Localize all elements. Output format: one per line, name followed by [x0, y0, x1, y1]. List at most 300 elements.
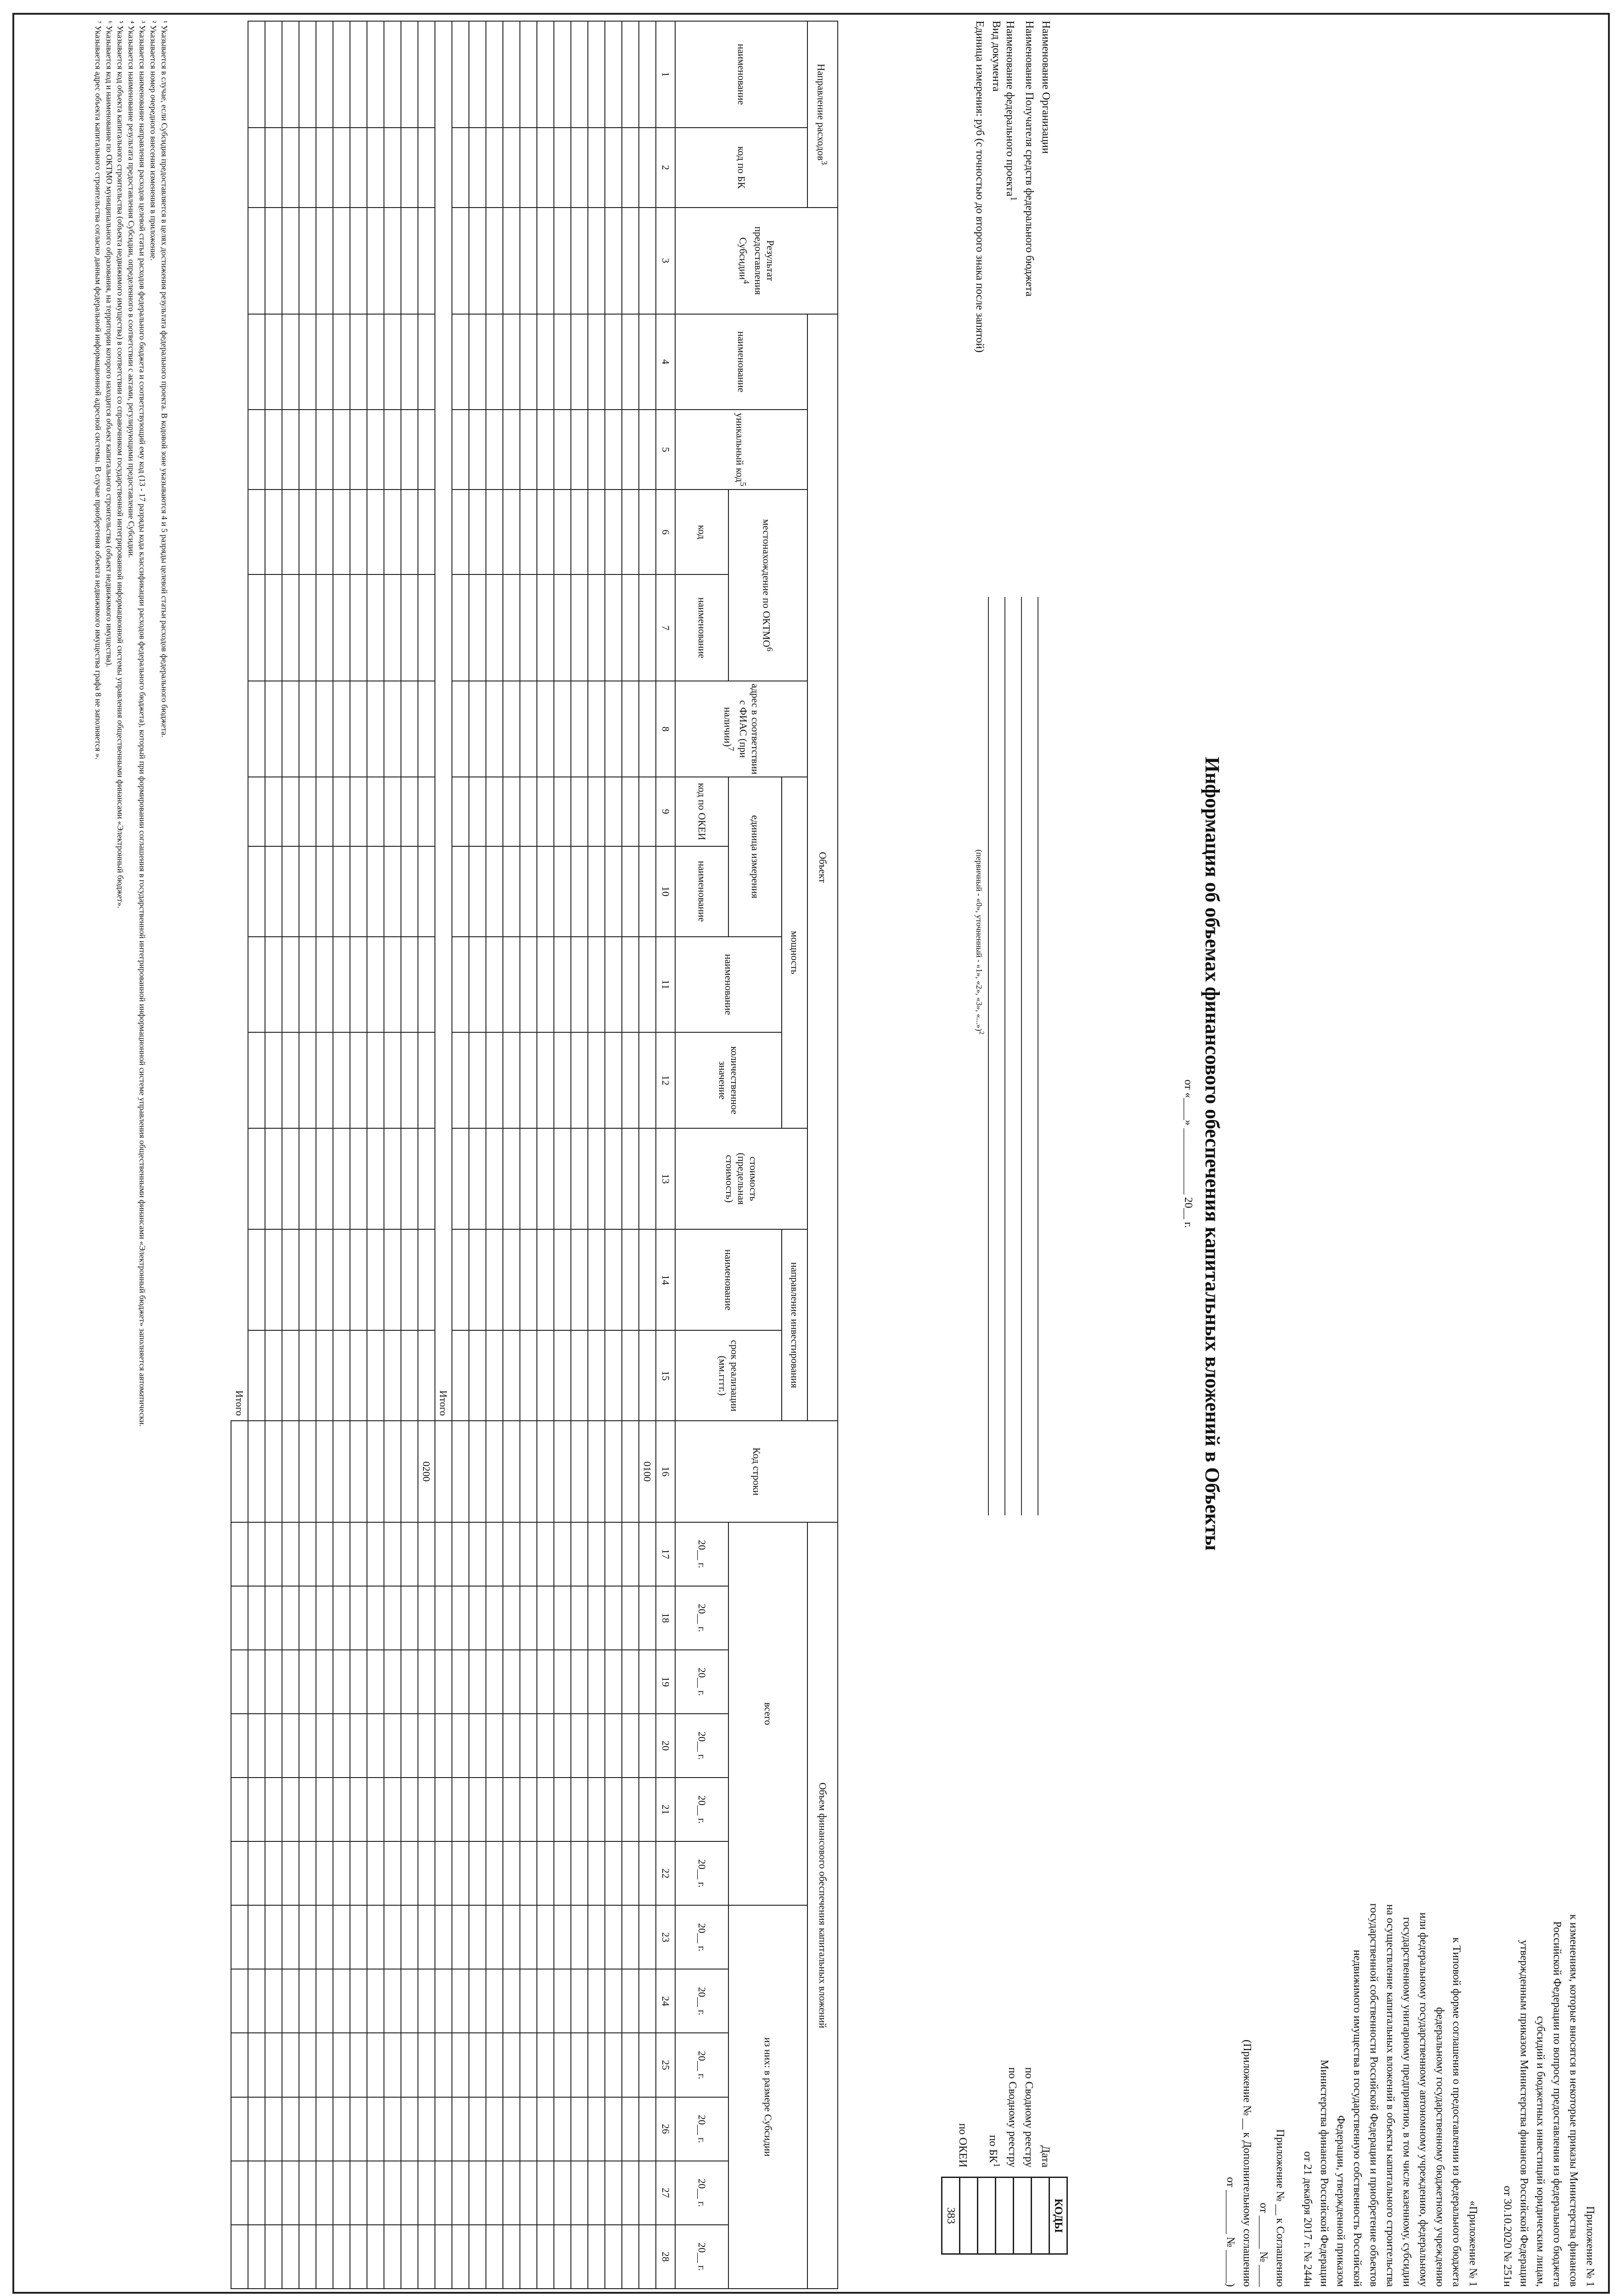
- data-cell[interactable]: [503, 777, 520, 846]
- data-cell[interactable]: [639, 1586, 656, 1650]
- data-cell[interactable]: [622, 410, 639, 490]
- data-cell[interactable]: [486, 1229, 503, 1330]
- data-cell[interactable]: [571, 21, 588, 128]
- data-cell[interactable]: [248, 1128, 265, 1229]
- data-cell[interactable]: [622, 1714, 639, 1778]
- data-cell[interactable]: [452, 208, 469, 314]
- data-cell[interactable]: [639, 1032, 656, 1128]
- data-cell[interactable]: [588, 410, 605, 490]
- data-cell[interactable]: [588, 1778, 605, 1841]
- data-cell[interactable]: [367, 2097, 384, 2161]
- data-cell[interactable]: [401, 846, 418, 937]
- data-cell[interactable]: [537, 21, 554, 128]
- data-cell[interactable]: [418, 21, 435, 128]
- data-cell[interactable]: [282, 777, 299, 846]
- data-cell[interactable]: [333, 208, 350, 314]
- data-cell[interactable]: [248, 1229, 265, 1330]
- data-cell[interactable]: [486, 777, 503, 846]
- data-cell[interactable]: [435, 2161, 452, 2225]
- data-cell[interactable]: [639, 208, 656, 314]
- data-cell[interactable]: [588, 2225, 605, 2289]
- data-cell[interactable]: [350, 1128, 367, 1229]
- data-cell[interactable]: [503, 574, 520, 681]
- data-cell[interactable]: [452, 846, 469, 937]
- data-cell[interactable]: [639, 410, 656, 490]
- data-cell[interactable]: [605, 1841, 622, 1905]
- data-cell[interactable]: [486, 490, 503, 574]
- data-cell[interactable]: [537, 1229, 554, 1330]
- data-cell[interactable]: [622, 2225, 639, 2289]
- data-cell[interactable]: [248, 128, 265, 208]
- data-cell[interactable]: [452, 2161, 469, 2225]
- data-cell[interactable]: [554, 1586, 571, 1650]
- data-cell[interactable]: [520, 777, 537, 846]
- data-cell[interactable]: [401, 1330, 418, 1421]
- data-cell[interactable]: [299, 208, 316, 314]
- data-cell[interactable]: [401, 410, 418, 490]
- data-cell[interactable]: [486, 2097, 503, 2161]
- data-cell[interactable]: [299, 937, 316, 1033]
- data-cell[interactable]: [299, 1586, 316, 1650]
- data-cell[interactable]: [367, 1778, 384, 1841]
- data-cell[interactable]: [622, 1229, 639, 1330]
- data-cell[interactable]: [571, 1778, 588, 1841]
- data-cell[interactable]: [537, 681, 554, 777]
- data-cell[interactable]: [350, 937, 367, 1033]
- data-cell[interactable]: [486, 846, 503, 937]
- data-cell[interactable]: [452, 2033, 469, 2097]
- data-cell[interactable]: [520, 1650, 537, 1714]
- data-cell[interactable]: [350, 2161, 367, 2225]
- data-cell[interactable]: [316, 1128, 333, 1229]
- data-cell[interactable]: [299, 128, 316, 208]
- data-cell[interactable]: [401, 681, 418, 777]
- data-cell[interactable]: [639, 937, 656, 1033]
- data-cell[interactable]: [486, 1032, 503, 1128]
- data-cell[interactable]: [384, 2097, 401, 2161]
- data-cell[interactable]: [248, 2161, 265, 2225]
- data-cell[interactable]: [282, 1229, 299, 1330]
- data-cell[interactable]: [231, 1586, 248, 1650]
- data-cell[interactable]: [435, 1586, 452, 1650]
- data-cell[interactable]: [554, 2161, 571, 2225]
- data-cell[interactable]: [588, 2097, 605, 2161]
- data-cell[interactable]: [605, 1650, 622, 1714]
- data-cell[interactable]: [367, 846, 384, 937]
- data-cell[interactable]: [265, 410, 282, 490]
- data-cell[interactable]: [639, 846, 656, 937]
- data-cell[interactable]: [299, 21, 316, 128]
- data-cell[interactable]: [248, 1330, 265, 1421]
- data-cell[interactable]: [350, 410, 367, 490]
- data-cell[interactable]: [605, 846, 622, 937]
- data-cell[interactable]: [265, 937, 282, 1033]
- data-cell[interactable]: [418, 1522, 435, 1586]
- data-cell[interactable]: [554, 1032, 571, 1128]
- data-cell[interactable]: [418, 2225, 435, 2289]
- data-cell[interactable]: [452, 681, 469, 777]
- data-cell[interactable]: [384, 1841, 401, 1905]
- data-cell[interactable]: [537, 1032, 554, 1128]
- data-cell[interactable]: [265, 314, 282, 410]
- data-cell[interactable]: [282, 937, 299, 1033]
- data-cell[interactable]: [571, 1714, 588, 1778]
- data-cell[interactable]: [333, 2033, 350, 2097]
- data-cell[interactable]: [401, 574, 418, 681]
- data-cell[interactable]: [418, 1330, 435, 1421]
- data-cell[interactable]: [231, 2033, 248, 2097]
- data-cell[interactable]: [435, 1714, 452, 1778]
- data-cell[interactable]: [265, 1714, 282, 1778]
- data-cell[interactable]: [469, 2097, 486, 2161]
- data-cell[interactable]: [588, 1032, 605, 1128]
- data-cell[interactable]: [469, 1714, 486, 1778]
- data-cell[interactable]: [384, 2161, 401, 2225]
- data-cell[interactable]: [622, 208, 639, 314]
- data-cell[interactable]: [486, 1128, 503, 1229]
- data-cell[interactable]: [605, 937, 622, 1033]
- data-cell[interactable]: [384, 1522, 401, 1586]
- data-cell[interactable]: [350, 1522, 367, 1586]
- data-cell[interactable]: [418, 2033, 435, 2097]
- data-cell[interactable]: [503, 2161, 520, 2225]
- data-cell[interactable]: [452, 1229, 469, 1330]
- code-registry-2-cell[interactable]: [996, 2178, 1014, 2254]
- data-cell[interactable]: [333, 681, 350, 777]
- data-cell[interactable]: [469, 1522, 486, 1586]
- data-cell[interactable]: [248, 1778, 265, 1841]
- data-cell[interactable]: [350, 846, 367, 937]
- data-cell[interactable]: [605, 2225, 622, 2289]
- data-cell[interactable]: [503, 846, 520, 937]
- data-cell[interactable]: [316, 314, 333, 410]
- data-cell[interactable]: [418, 1905, 435, 1969]
- data-cell[interactable]: [282, 1841, 299, 1905]
- data-cell[interactable]: [520, 1586, 537, 1650]
- data-cell[interactable]: [435, 1522, 452, 1586]
- data-cell[interactable]: [418, 681, 435, 777]
- data-cell[interactable]: [537, 1522, 554, 1586]
- data-cell[interactable]: [299, 1778, 316, 1841]
- data-cell[interactable]: [588, 208, 605, 314]
- data-cell[interactable]: [486, 410, 503, 490]
- data-cell[interactable]: [333, 1778, 350, 1841]
- data-cell[interactable]: [316, 1229, 333, 1330]
- data-cell[interactable]: [571, 1586, 588, 1650]
- data-cell[interactable]: [486, 2161, 503, 2225]
- data-cell[interactable]: [418, 937, 435, 1033]
- data-cell[interactable]: [401, 208, 418, 314]
- data-cell[interactable]: [333, 1330, 350, 1421]
- data-cell[interactable]: [503, 1841, 520, 1905]
- data-cell[interactable]: [571, 1905, 588, 1969]
- data-cell[interactable]: [384, 2225, 401, 2289]
- data-cell[interactable]: [265, 1650, 282, 1714]
- data-cell[interactable]: [486, 937, 503, 1033]
- data-cell[interactable]: [588, 1905, 605, 1969]
- data-cell[interactable]: [469, 937, 486, 1033]
- data-cell[interactable]: [571, 1330, 588, 1421]
- data-cell[interactable]: [282, 1330, 299, 1421]
- data-cell[interactable]: [486, 1841, 503, 1905]
- data-cell[interactable]: [452, 1330, 469, 1421]
- data-cell[interactable]: [452, 1032, 469, 1128]
- data-cell[interactable]: [248, 777, 265, 846]
- data-cell[interactable]: [265, 2225, 282, 2289]
- data-cell[interactable]: [605, 410, 622, 490]
- data-cell[interactable]: [231, 2097, 248, 2161]
- data-cell[interactable]: [554, 1330, 571, 1421]
- data-cell[interactable]: [367, 937, 384, 1033]
- data-cell[interactable]: [231, 2225, 248, 2289]
- code-bk-cell[interactable]: [978, 2178, 996, 2254]
- data-cell[interactable]: [316, 1032, 333, 1128]
- data-cell[interactable]: [333, 490, 350, 574]
- data-cell[interactable]: [571, 777, 588, 846]
- data-cell[interactable]: [520, 410, 537, 490]
- data-cell[interactable]: [588, 1586, 605, 1650]
- data-cell[interactable]: [367, 1841, 384, 1905]
- data-cell[interactable]: [401, 1778, 418, 1841]
- data-cell[interactable]: [350, 1032, 367, 1128]
- data-cell[interactable]: [605, 2097, 622, 2161]
- data-cell[interactable]: [588, 1841, 605, 1905]
- data-cell[interactable]: [248, 490, 265, 574]
- data-cell[interactable]: [571, 2097, 588, 2161]
- data-cell[interactable]: [299, 1128, 316, 1229]
- data-cell[interactable]: [520, 21, 537, 128]
- data-cell[interactable]: [265, 574, 282, 681]
- data-cell[interactable]: [231, 1778, 248, 1841]
- data-cell[interactable]: [520, 2225, 537, 2289]
- data-cell[interactable]: [333, 1905, 350, 1969]
- data-cell[interactable]: [503, 21, 520, 128]
- data-cell[interactable]: [520, 1714, 537, 1778]
- data-cell[interactable]: [537, 1714, 554, 1778]
- data-cell[interactable]: [486, 1905, 503, 1969]
- data-cell[interactable]: [605, 1714, 622, 1778]
- data-cell[interactable]: [588, 1229, 605, 1330]
- data-cell[interactable]: [384, 490, 401, 574]
- data-cell[interactable]: [333, 1522, 350, 1586]
- data-cell[interactable]: [265, 1969, 282, 2033]
- data-cell[interactable]: [452, 2097, 469, 2161]
- data-cell[interactable]: [639, 2161, 656, 2225]
- data-cell[interactable]: [452, 937, 469, 1033]
- data-cell[interactable]: [435, 1969, 452, 2033]
- data-cell[interactable]: [622, 1905, 639, 1969]
- data-cell[interactable]: [350, 21, 367, 128]
- data-cell[interactable]: [418, 1128, 435, 1229]
- data-cell[interactable]: [588, 1650, 605, 1714]
- data-cell[interactable]: [282, 1969, 299, 2033]
- data-cell[interactable]: [367, 208, 384, 314]
- data-cell[interactable]: [350, 2225, 367, 2289]
- data-cell[interactable]: [401, 21, 418, 128]
- data-cell[interactable]: [503, 1650, 520, 1714]
- data-cell[interactable]: [350, 1778, 367, 1841]
- data-cell[interactable]: [605, 2161, 622, 2225]
- data-cell[interactable]: [537, 208, 554, 314]
- data-cell[interactable]: [452, 21, 469, 128]
- data-cell[interactable]: [503, 1714, 520, 1778]
- data-cell[interactable]: [639, 314, 656, 410]
- data-cell[interactable]: [469, 2161, 486, 2225]
- data-cell[interactable]: [418, 1650, 435, 1714]
- data-cell[interactable]: [248, 21, 265, 128]
- data-cell[interactable]: [418, 314, 435, 410]
- data-cell[interactable]: [452, 1905, 469, 1969]
- data-cell[interactable]: [622, 681, 639, 777]
- data-cell[interactable]: [571, 937, 588, 1033]
- data-cell[interactable]: [367, 314, 384, 410]
- data-cell[interactable]: [384, 1032, 401, 1128]
- data-cell[interactable]: [367, 21, 384, 128]
- data-cell[interactable]: [299, 490, 316, 574]
- data-cell[interactable]: [571, 1229, 588, 1330]
- data-cell[interactable]: [316, 1905, 333, 1969]
- data-cell[interactable]: [367, 2033, 384, 2097]
- data-cell[interactable]: [554, 2033, 571, 2097]
- data-cell[interactable]: [537, 574, 554, 681]
- data-cell[interactable]: [520, 1128, 537, 1229]
- data-cell[interactable]: [333, 2161, 350, 2225]
- data-cell[interactable]: [639, 574, 656, 681]
- data-cell[interactable]: [554, 2225, 571, 2289]
- data-cell[interactable]: [520, 1778, 537, 1841]
- data-cell[interactable]: [554, 128, 571, 208]
- data-cell[interactable]: [316, 490, 333, 574]
- data-cell[interactable]: [350, 1586, 367, 1650]
- data-cell[interactable]: [622, 574, 639, 681]
- data-cell[interactable]: [639, 1229, 656, 1330]
- data-cell[interactable]: [486, 314, 503, 410]
- data-cell[interactable]: [520, 1905, 537, 1969]
- data-cell[interactable]: [469, 1128, 486, 1229]
- data-cell[interactable]: [571, 1841, 588, 1905]
- data-cell[interactable]: [265, 2033, 282, 2097]
- data-cell[interactable]: [622, 1650, 639, 1714]
- data-cell[interactable]: [622, 937, 639, 1033]
- data-cell[interactable]: [299, 1032, 316, 1128]
- data-cell[interactable]: [520, 2097, 537, 2161]
- data-cell[interactable]: [384, 846, 401, 937]
- data-cell[interactable]: [605, 1128, 622, 1229]
- data-cell[interactable]: [316, 2033, 333, 2097]
- data-cell[interactable]: [503, 1229, 520, 1330]
- data-cell[interactable]: [554, 490, 571, 574]
- data-cell[interactable]: [367, 777, 384, 846]
- data-cell[interactable]: [520, 2033, 537, 2097]
- data-cell[interactable]: [503, 2097, 520, 2161]
- data-cell[interactable]: [333, 1032, 350, 1128]
- data-cell[interactable]: [571, 208, 588, 314]
- data-cell[interactable]: [639, 128, 656, 208]
- data-cell[interactable]: [265, 21, 282, 128]
- data-cell[interactable]: [350, 1330, 367, 1421]
- data-cell[interactable]: [265, 846, 282, 937]
- data-cell[interactable]: [282, 1586, 299, 1650]
- data-cell[interactable]: [503, 314, 520, 410]
- data-cell[interactable]: [384, 1128, 401, 1229]
- data-cell[interactable]: [639, 490, 656, 574]
- data-cell[interactable]: [265, 2097, 282, 2161]
- data-cell[interactable]: [452, 314, 469, 410]
- data-cell[interactable]: [299, 1969, 316, 2033]
- data-cell[interactable]: [554, 1905, 571, 1969]
- data-cell[interactable]: [299, 2097, 316, 2161]
- data-cell[interactable]: [537, 1841, 554, 1905]
- data-cell[interactable]: [418, 1714, 435, 1778]
- data-cell[interactable]: [622, 490, 639, 574]
- data-cell[interactable]: [520, 2161, 537, 2225]
- data-cell[interactable]: [605, 574, 622, 681]
- data-cell[interactable]: [282, 2033, 299, 2097]
- data-cell[interactable]: [486, 574, 503, 681]
- data-cell[interactable]: [248, 1905, 265, 1969]
- data-cell[interactable]: [384, 128, 401, 208]
- data-cell[interactable]: [503, 681, 520, 777]
- data-cell[interactable]: [452, 574, 469, 681]
- data-cell[interactable]: [554, 1969, 571, 2033]
- data-cell[interactable]: [248, 314, 265, 410]
- data-cell[interactable]: [469, 574, 486, 681]
- data-cell[interactable]: [384, 1778, 401, 1841]
- data-cell[interactable]: [350, 1905, 367, 1969]
- data-cell[interactable]: [333, 1128, 350, 1229]
- data-cell[interactable]: [469, 1650, 486, 1714]
- data-cell[interactable]: [248, 2097, 265, 2161]
- data-cell[interactable]: [571, 1522, 588, 1586]
- data-cell[interactable]: [537, 1650, 554, 1714]
- data-cell[interactable]: [265, 490, 282, 574]
- data-cell[interactable]: [265, 1586, 282, 1650]
- data-cell[interactable]: [605, 681, 622, 777]
- data-cell[interactable]: [367, 1330, 384, 1421]
- data-cell[interactable]: [299, 2033, 316, 2097]
- data-cell[interactable]: [588, 128, 605, 208]
- data-cell[interactable]: [316, 777, 333, 846]
- data-cell[interactable]: [639, 777, 656, 846]
- data-cell[interactable]: [418, 777, 435, 846]
- data-cell[interactable]: [520, 1229, 537, 1330]
- data-cell[interactable]: [282, 490, 299, 574]
- data-cell[interactable]: [486, 21, 503, 128]
- data-cell[interactable]: [367, 681, 384, 777]
- data-cell[interactable]: [384, 681, 401, 777]
- data-cell[interactable]: [486, 1650, 503, 1714]
- data-cell[interactable]: [231, 1969, 248, 2033]
- data-cell[interactable]: [282, 846, 299, 937]
- data-cell[interactable]: [452, 128, 469, 208]
- data-cell[interactable]: [452, 1522, 469, 1586]
- data-cell[interactable]: [622, 1586, 639, 1650]
- recipient-field-line[interactable]: [1021, 597, 1022, 1515]
- data-cell[interactable]: [469, 2225, 486, 2289]
- data-cell[interactable]: [418, 490, 435, 574]
- data-cell[interactable]: [384, 937, 401, 1033]
- data-cell[interactable]: [622, 1841, 639, 1905]
- data-cell[interactable]: [520, 846, 537, 937]
- data-cell[interactable]: [639, 1522, 656, 1586]
- data-cell[interactable]: [401, 1841, 418, 1905]
- data-cell[interactable]: [282, 128, 299, 208]
- data-cell[interactable]: [333, 2225, 350, 2289]
- data-cell[interactable]: [299, 1650, 316, 1714]
- data-cell[interactable]: [248, 2225, 265, 2289]
- data-cell[interactable]: [231, 1650, 248, 1714]
- data-cell[interactable]: [367, 1586, 384, 1650]
